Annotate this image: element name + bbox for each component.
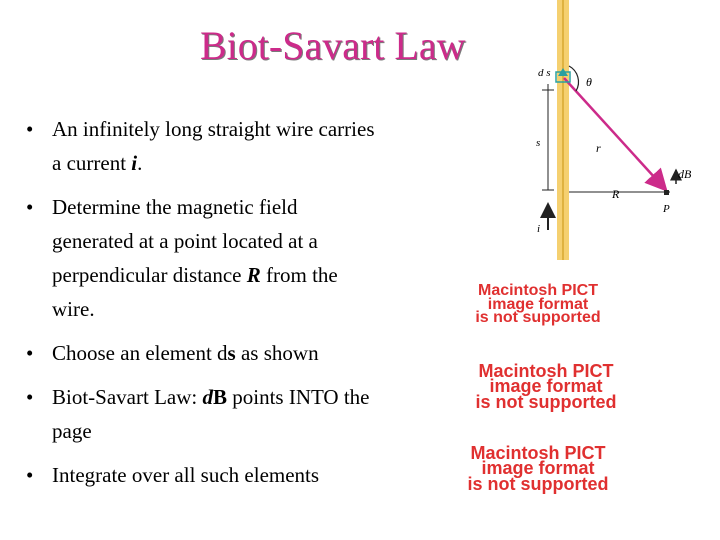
label-i: i xyxy=(537,223,541,235)
label-s: s xyxy=(536,137,541,149)
label-P: P xyxy=(663,203,670,215)
label-dB: dB xyxy=(678,167,692,181)
pict-placeholder xyxy=(412,443,664,494)
bullet-item xyxy=(24,190,384,326)
pict-placeholder-line: is not supported xyxy=(475,391,617,412)
pict-placeholder-line: Macintosh PICT xyxy=(477,282,598,299)
point-P-marker xyxy=(664,190,669,195)
label-R: R xyxy=(612,187,620,201)
bullet-icon: • xyxy=(26,385,34,409)
pict-placeholder-line: Macintosh PICT xyxy=(470,443,606,463)
bullet-icon: • xyxy=(26,195,34,219)
label-r: r xyxy=(596,141,601,155)
bullet-text: Choose an element ds as shown xyxy=(52,341,319,365)
pict-placeholder-line: is not supported xyxy=(467,473,609,494)
bullet-text: Determine the magnetic field generated at a point located at a perpendicular distance R from the wire. xyxy=(52,195,338,321)
pict-placeholder-line: image format xyxy=(481,458,595,479)
bullet-item xyxy=(24,458,384,492)
label-ds: d s xyxy=(538,67,551,79)
bullet-icon: • xyxy=(26,463,34,487)
bullet-text: Biot-Savart Law: dB points INTO the page xyxy=(52,385,370,443)
pict-placeholder xyxy=(424,361,668,412)
pict-placeholder-line: image format xyxy=(489,376,603,397)
bullet-item xyxy=(24,336,384,370)
label-theta: θ xyxy=(586,75,592,89)
pict-placeholder xyxy=(438,284,638,325)
bullet-icon: • xyxy=(26,341,34,365)
pict-placeholder-line: is not supported xyxy=(475,309,601,327)
pict-placeholder-line: Macintosh PICT xyxy=(478,361,614,381)
slide-title: Biot-Savart Law xyxy=(200,23,466,68)
bullet-list xyxy=(24,112,384,502)
bullet-icon: • xyxy=(26,117,34,141)
bullet-text: Integrate over all such elements xyxy=(52,463,320,487)
pict-placeholder-line: image format xyxy=(487,295,589,313)
bullet-item xyxy=(24,112,384,180)
bullet-item xyxy=(24,380,384,448)
bullet-text: An infinitely long straight wire carries a current i. xyxy=(52,117,375,175)
r-vector-arrow xyxy=(564,78,666,190)
wire-diagram xyxy=(520,0,720,260)
